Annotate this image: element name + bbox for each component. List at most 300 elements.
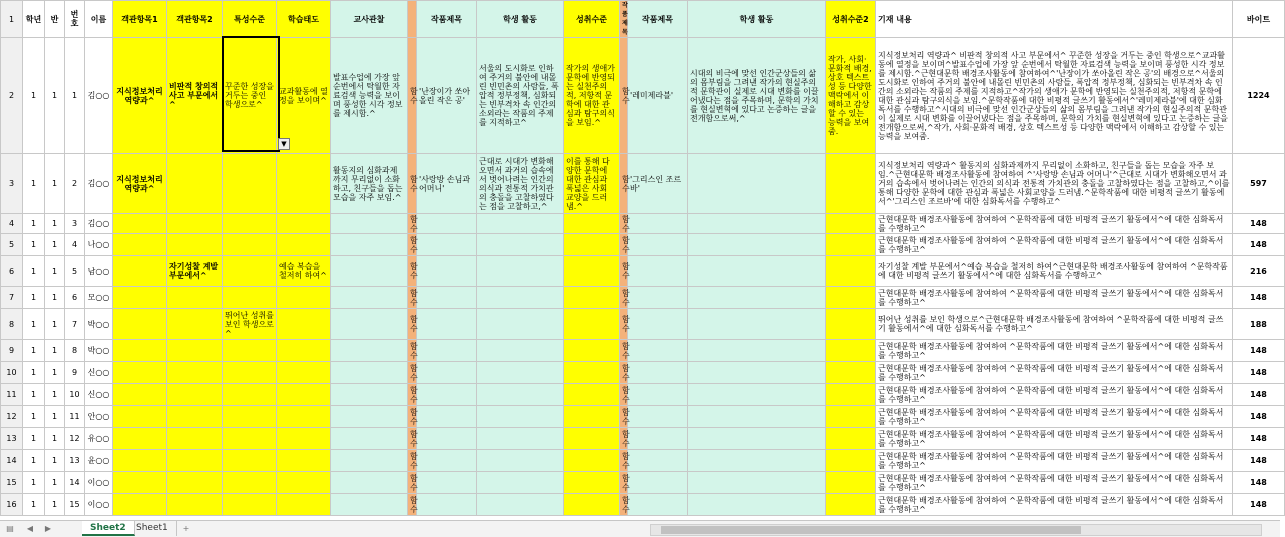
cell-title1[interactable] (417, 472, 477, 494)
cell-grade[interactable]: 1 (23, 472, 45, 494)
cell-achievement2[interactable] (826, 287, 876, 309)
cell-achievement1[interactable] (564, 428, 620, 450)
cell-obj1[interactable] (113, 450, 167, 472)
cell-title1[interactable] (417, 234, 477, 256)
cell-activity2[interactable] (688, 384, 826, 406)
row-header[interactable]: 11 (1, 384, 23, 406)
cell-obj1[interactable] (113, 234, 167, 256)
cell-teacher[interactable]: 발표수업에 가장 앞순번에서 탁월한 자료검색 능력을 보이며 풍성한 시각 정보를 제시함.^ (331, 38, 408, 154)
cell-achievement2[interactable] (826, 234, 876, 256)
cell-obj1[interactable] (113, 384, 167, 406)
cell-name[interactable]: 유○○ (85, 428, 113, 450)
cell-obj1[interactable] (113, 214, 167, 234)
cell-achievement2[interactable] (826, 154, 876, 214)
cell-achievement2[interactable] (826, 340, 876, 362)
cell-dropdown-button[interactable]: ▼ (278, 138, 290, 150)
cell-activity1[interactable] (477, 472, 564, 494)
cell-grade[interactable]: 1 (23, 287, 45, 309)
header-grade[interactable]: 학년 (23, 1, 45, 38)
cell-title1[interactable]: '난장이가 쏘아올린 작은 공' (417, 38, 477, 154)
cell-content[interactable]: 뛰어난 성취를 보인 학생으로^근현대문학 배경조사활동에 참여하여 ^문학작품에 대한 비평적 글쓰기 활동에서^에 대한 심화독서를 수행하고^ (876, 309, 1233, 340)
cell-class[interactable]: 1 (45, 362, 65, 384)
cell-name[interactable]: 모○○ (85, 287, 113, 309)
cell-attitude[interactable]: 교과활동에 열정을 보이며^ (277, 38, 331, 154)
cell-narrow1[interactable]: 함수 (408, 214, 417, 234)
cell-class[interactable]: 1 (45, 234, 65, 256)
cell-narrow2[interactable]: 함수 (620, 309, 628, 340)
cell-title2[interactable] (628, 256, 688, 287)
cell-teacher[interactable] (331, 472, 408, 494)
row-header[interactable]: 9 (1, 340, 23, 362)
row-header[interactable]: 10 (1, 362, 23, 384)
cell-class[interactable]: 1 (45, 340, 65, 362)
cell-content[interactable]: 근현대문학 배경조사활동에 참여하여 ^문학작품에 대한 비평적 글쓰기 활동에서^에 대한 심화독서를 수행하고^ (876, 472, 1233, 494)
cell-title2[interactable] (628, 214, 688, 234)
cell-number[interactable]: 13 (65, 450, 85, 472)
cell-achievement1[interactable] (564, 450, 620, 472)
cell-obj2[interactable] (167, 340, 223, 362)
cell-name[interactable]: 이○○ (85, 472, 113, 494)
cell-number[interactable]: 12 (65, 428, 85, 450)
cell-attitude[interactable] (277, 234, 331, 256)
cell-activity2[interactable] (688, 406, 826, 428)
cell-obj1[interactable]: 지식정보처리 역량과^ (113, 38, 167, 154)
cell-narrow2[interactable]: 함수 (620, 214, 628, 234)
cell-narrow2[interactable]: 함수 (620, 340, 628, 362)
cell-title2[interactable] (628, 234, 688, 256)
cell-grade[interactable]: 1 (23, 154, 45, 214)
cell-activity2[interactable] (688, 428, 826, 450)
header-title1[interactable]: 작품제목 (417, 1, 477, 38)
cell-narrow2[interactable]: 함수 (620, 287, 628, 309)
cell-content[interactable]: 근현대문학 배경조사활동에 참여하여 ^문학작품에 대한 비평적 글쓰기 활동에서^에 대한 심화독서를 수행하고^ (876, 494, 1233, 516)
cell-narrow1[interactable]: 함수 (408, 472, 417, 494)
row-header[interactable]: 5 (1, 234, 23, 256)
row-header[interactable]: 1 (1, 1, 23, 38)
cell-number[interactable]: 7 (65, 309, 85, 340)
cell-narrow1[interactable]: 함수 (408, 287, 417, 309)
cell-number[interactable]: 8 (65, 340, 85, 362)
cell-class[interactable]: 1 (45, 472, 65, 494)
cell-content[interactable]: 지식정보처리 역량과^ 비판적 창의적 사고 부문에서^ 꾸준한 성장을 거두는 중인 학생으로^교과활동에 열정을 보이며^발표수업에 가장 앞 순번에서 탁월한 자료검색 능력을 보이며 풍성한 시각 정보를 제시함.^근현대문학 배경조사활동에 참여하여^'난장이가 쏘아올린 작은 공'의 배경으로^서울의 도시화로 인하여 주거의 불안에 내몰린 빈민촌의 사람들, 폭압적 정부정책, 심화되는 빈부격차 속 인간의 소외라는 작품의 주제를 지적하고^작가의 생애가 문학에 반영되는 실천주의적, 저항적 문학에 대한 관심과 탐구의식을 보임.^문학작품에 대한 비평적 글쓰기 활동에서^'레미제라블'에 대한 심화독서를 수행하고^시대의 비극에 맞선 인간군상들의 삶의 몸부림을 그려낸 작가의 현실주의적 문학관이 실제로 시대 변화를 이끌어냈다는 점을 주목하며, 문학의 가치를 현실변혁에 있다고 논증하는 글을 전개함으로써,^작가, 사회·문화적 배경, 상호 텍스트성 등 다양한 맥락에서 이해하고 감상할 수 있는 능력을 보여줌. (876, 38, 1233, 154)
cell-attitude[interactable] (277, 154, 331, 214)
cell-narrow2[interactable]: 함수 (620, 38, 628, 154)
cell-bytes[interactable]: 148 (1233, 384, 1285, 406)
cell-number[interactable]: 1 (65, 38, 85, 154)
cell-narrow1[interactable]: 함수 (408, 494, 417, 516)
cell-activity2[interactable] (688, 287, 826, 309)
cell-title1[interactable] (417, 406, 477, 428)
cell-content[interactable]: 자기성찰 계발 부문에서^예습 복습을 철저히 하여^근현대문학 배경조사활동에 참여하여 ^문학작품에 대한 비평적 글쓰기 활동에서^에 대한 심화독서를 수행하고^ (876, 256, 1233, 287)
cell-achievement2[interactable] (826, 384, 876, 406)
cell-attitude[interactable]: 예습 복습을 철저히 하여^ (277, 256, 331, 287)
cell-obj1[interactable] (113, 406, 167, 428)
cell-teacher[interactable]: 활동지의 심화과제까지 무리없이 소화하고, 친구들을 돕는 모습을 자주 보임.^ (331, 154, 408, 214)
cell-name[interactable]: 김○○ (85, 38, 113, 154)
cell-title2[interactable] (628, 362, 688, 384)
cell-obj2[interactable]: 비판적 창의적 사고 부문에서^ (167, 38, 223, 154)
cell-obj1[interactable] (113, 472, 167, 494)
horizontal-scrollbar[interactable] (650, 524, 1262, 536)
cell-achievement2[interactable] (826, 494, 876, 516)
cell-teacher[interactable] (331, 428, 408, 450)
cell-grade[interactable]: 1 (23, 384, 45, 406)
cell-achievement1[interactable] (564, 362, 620, 384)
cell-teacher[interactable] (331, 384, 408, 406)
cell-trait[interactable] (223, 472, 277, 494)
cell-title2[interactable] (628, 406, 688, 428)
row-header[interactable]: 12 (1, 406, 23, 428)
header-narrow2[interactable]: 작품제목 (620, 1, 628, 38)
cell-activity2[interactable] (688, 309, 826, 340)
cell-title2[interactable]: '레미제라블' (628, 38, 688, 154)
header-obj2[interactable]: 객관항목2 (167, 1, 223, 38)
cell-achievement1[interactable] (564, 384, 620, 406)
cell-achievement2[interactable] (826, 214, 876, 234)
cell-class[interactable]: 1 (45, 287, 65, 309)
cell-activity2[interactable] (688, 472, 826, 494)
cell-grade[interactable]: 1 (23, 406, 45, 428)
row-header[interactable]: 6 (1, 256, 23, 287)
cell-narrow2[interactable]: 함수 (620, 494, 628, 516)
cell-trait[interactable] (223, 234, 277, 256)
cell-title2[interactable] (628, 384, 688, 406)
cell-achievement2[interactable]: 작가, 사회·문화적 배경, 상호 텍스트성 등 다양한 맥락에서 이해하고 감상할 수 있는 능력을 보여줌. (826, 38, 876, 154)
cell-bytes[interactable]: 148 (1233, 472, 1285, 494)
cell-narrow2[interactable]: 함수 (620, 406, 628, 428)
header-activity2[interactable]: 학생 활동 (688, 1, 826, 38)
cell-achievement2[interactable] (826, 309, 876, 340)
cell-narrow1[interactable]: 함수 (408, 154, 417, 214)
cell-number[interactable]: 2 (65, 154, 85, 214)
header-class[interactable]: 반 (45, 1, 65, 38)
cell-attitude[interactable] (277, 287, 331, 309)
cell-obj2[interactable] (167, 309, 223, 340)
cell-title2[interactable]: '그리스인 조르바' (628, 154, 688, 214)
cell-attitude[interactable] (277, 406, 331, 428)
cell-trait[interactable] (223, 450, 277, 472)
cell-bytes[interactable]: 1224 (1233, 38, 1285, 154)
cell-achievement1[interactable] (564, 214, 620, 234)
header-activity1[interactable]: 학생 활동 (477, 1, 564, 38)
cell-obj2[interactable] (167, 406, 223, 428)
cell-name[interactable]: 신○○ (85, 362, 113, 384)
cell-obj1[interactable] (113, 362, 167, 384)
cell-content[interactable]: 근현대문학 배경조사활동에 참여하여 ^문학작품에 대한 비평적 글쓰기 활동에서^에 대한 심화독서를 수행하고^ (876, 287, 1233, 309)
cell-number[interactable]: 10 (65, 384, 85, 406)
cell-name[interactable]: 남○○ (85, 256, 113, 287)
scrollbar-thumb[interactable] (661, 526, 1081, 534)
cell-number[interactable]: 4 (65, 234, 85, 256)
cell-class[interactable]: 1 (45, 309, 65, 340)
cell-grade[interactable]: 1 (23, 494, 45, 516)
cell-activity1[interactable] (477, 384, 564, 406)
cell-name[interactable]: 박○○ (85, 340, 113, 362)
cell-name[interactable]: 이○○ (85, 494, 113, 516)
header-trait[interactable]: 특성수준 (223, 1, 277, 38)
cell-title2[interactable] (628, 309, 688, 340)
cell-narrow1[interactable]: 함수 (408, 384, 417, 406)
cell-attitude[interactable] (277, 362, 331, 384)
cell-content[interactable]: 근현대문학 배경조사활동에 참여하여 ^문학작품에 대한 비평적 글쓰기 활동에서^에 대한 심화독서를 수행하고^ (876, 362, 1233, 384)
cell-trait[interactable] (223, 287, 277, 309)
cell-content[interactable]: 근현대문학 배경조사활동에 참여하여 ^문학작품에 대한 비평적 글쓰기 활동에서^에 대한 심화독서를 수행하고^ (876, 406, 1233, 428)
cell-teacher[interactable] (331, 309, 408, 340)
cell-teacher[interactable] (331, 287, 408, 309)
cell-obj2[interactable]: 자기성찰 계발 부문에서^ (167, 256, 223, 287)
cell-achievement1[interactable] (564, 406, 620, 428)
cell-content[interactable]: 근현대문학 배경조사활동에 참여하여 ^문학작품에 대한 비평적 글쓰기 활동에서^에 대한 심화독서를 수행하고^ (876, 450, 1233, 472)
cell-teacher[interactable] (331, 494, 408, 516)
cell-title2[interactable] (628, 428, 688, 450)
cell-name[interactable]: 신○○ (85, 384, 113, 406)
cell-content[interactable]: 근현대문학 배경조사활동에 참여하여 ^문학작품에 대한 비평적 글쓰기 활동에서^에 대한 심화독서를 수행하고^ (876, 428, 1233, 450)
cell-activity1[interactable] (477, 287, 564, 309)
header-teacher[interactable]: 교사관찰 (331, 1, 408, 38)
cell-class[interactable]: 1 (45, 406, 65, 428)
header-achievement2[interactable]: 성취수준2 (826, 1, 876, 38)
cell-trait[interactable] (223, 214, 277, 234)
cell-title1[interactable] (417, 362, 477, 384)
cell-achievement1[interactable] (564, 234, 620, 256)
cell-obj2[interactable] (167, 214, 223, 234)
cell-attitude[interactable] (277, 450, 331, 472)
cell-narrow2[interactable]: 함수 (620, 384, 628, 406)
cell-bytes[interactable]: 148 (1233, 428, 1285, 450)
cell-activity1[interactable] (477, 428, 564, 450)
header-narrow1[interactable] (408, 1, 417, 38)
cell-grade[interactable]: 1 (23, 309, 45, 340)
cell-achievement1[interactable] (564, 494, 620, 516)
cell-achievement2[interactable] (826, 256, 876, 287)
cell-content[interactable]: 근현대문학 배경조사활동에 참여하여 ^문학작품에 대한 비평적 글쓰기 활동에서^에 대한 심화독서를 수행하고^ (876, 234, 1233, 256)
cell-narrow2[interactable]: 함수 (620, 472, 628, 494)
cell-title1[interactable] (417, 256, 477, 287)
cell-activity2[interactable] (688, 214, 826, 234)
header-achievement1[interactable]: 성취수준 (564, 1, 620, 38)
cell-grade[interactable]: 1 (23, 340, 45, 362)
cell-class[interactable]: 1 (45, 154, 65, 214)
cell-achievement1[interactable] (564, 472, 620, 494)
cell-activity2[interactable] (688, 154, 826, 214)
cell-narrow1[interactable]: 함수 (408, 406, 417, 428)
cell-attitude[interactable] (277, 309, 331, 340)
cell-grade[interactable]: 1 (23, 256, 45, 287)
cell-teacher[interactable] (331, 256, 408, 287)
cell-activity1[interactable] (477, 406, 564, 428)
cell-number[interactable]: 5 (65, 256, 85, 287)
cell-obj2[interactable] (167, 362, 223, 384)
cell-attitude[interactable] (277, 214, 331, 234)
cell-trait[interactable]: 뛰어난 성취를 보인 학생으로^ (223, 309, 277, 340)
cell-class[interactable]: 1 (45, 214, 65, 234)
cell-trait[interactable] (223, 340, 277, 362)
cell-attitude[interactable] (277, 472, 331, 494)
tab-sheet1[interactable]: Sheet1 (128, 521, 177, 536)
cell-attitude[interactable] (277, 428, 331, 450)
cell-achievement1[interactable]: 이를 통해 다양한 문학에 대한 관심과 폭넓은 사회 교양을 드러냄.^ (564, 154, 620, 214)
cell-achievement2[interactable] (826, 472, 876, 494)
cell-title1[interactable] (417, 494, 477, 516)
cell-activity1[interactable] (477, 309, 564, 340)
row-header[interactable]: 4 (1, 214, 23, 234)
cell-teacher[interactable] (331, 234, 408, 256)
scroll-left-icon[interactable]: ◀ (26, 524, 34, 533)
cell-activity1[interactable] (477, 450, 564, 472)
cell-attitude[interactable] (277, 384, 331, 406)
cell-number[interactable]: 9 (65, 362, 85, 384)
cell-activity2[interactable] (688, 340, 826, 362)
cell-achievement2[interactable] (826, 428, 876, 450)
cell-achievement2[interactable] (826, 450, 876, 472)
cell-narrow2[interactable]: 함수 (620, 450, 628, 472)
header-name[interactable]: 이름 (85, 1, 113, 38)
cell-obj1[interactable] (113, 256, 167, 287)
row-header[interactable]: 8 (1, 309, 23, 340)
cell-obj1[interactable] (113, 494, 167, 516)
row-header[interactable]: 2 (1, 38, 23, 154)
cell-grade[interactable]: 1 (23, 428, 45, 450)
row-header[interactable]: 15 (1, 472, 23, 494)
cell-obj1[interactable] (113, 340, 167, 362)
cell-bytes[interactable]: 597 (1233, 154, 1285, 214)
cell-activity2[interactable] (688, 450, 826, 472)
cell-title2[interactable] (628, 472, 688, 494)
row-header[interactable]: 13 (1, 428, 23, 450)
cell-title2[interactable] (628, 450, 688, 472)
cell-obj2[interactable] (167, 494, 223, 516)
cell-class[interactable]: 1 (45, 428, 65, 450)
cell-teacher[interactable] (331, 450, 408, 472)
cell-narrow2[interactable]: 함수 (620, 428, 628, 450)
cell-narrow1[interactable]: 함수 (408, 428, 417, 450)
cell-number[interactable]: 6 (65, 287, 85, 309)
cell-achievement1[interactable] (564, 340, 620, 362)
cell-bytes[interactable]: 148 (1233, 494, 1285, 516)
cell-content[interactable]: 지식정보처리 역량과^ 활동지의 심화과제까지 무리없이 소화하고, 친구들을 돕는 모습을 자주 보임.^근현대문학 배경조사활동에 참여하여 ^'사랑방 손님과 어머니'^근대로 시대가 변화해오면서 과거의 습속에서 벗어나려는 인간의 의식과 전통적 가치관의 충돌을 고찰하였다는 점을 고찰하고,^이를 통해 다양한 문학에 대한 관심과 폭넓은 사회교양을 드러냄.^문학작품에 대한 비평적 글쓰기 활동에서^'그리스인 조르바'에 대한 심화독서를 수행하고^ (876, 154, 1233, 214)
cell-class[interactable]: 1 (45, 450, 65, 472)
cell-teacher[interactable] (331, 406, 408, 428)
cell-bytes[interactable]: 216 (1233, 256, 1285, 287)
cell-trait[interactable] (223, 428, 277, 450)
cell-activity1[interactable] (477, 214, 564, 234)
cell-title1[interactable]: '사랑방 손님과 어머니' (417, 154, 477, 214)
cell-narrow1[interactable]: 함수 (408, 256, 417, 287)
cell-name[interactable]: 김○○ (85, 214, 113, 234)
sheet-nav-icon[interactable]: ▤ (6, 524, 14, 533)
cell-teacher[interactable] (331, 340, 408, 362)
cell-obj2[interactable] (167, 384, 223, 406)
cell-obj1[interactable] (113, 309, 167, 340)
cell-activity2[interactable] (688, 234, 826, 256)
cell-bytes[interactable]: 148 (1233, 234, 1285, 256)
cell-title1[interactable] (417, 340, 477, 362)
cell-content[interactable]: 근현대문학 배경조사활동에 참여하여 ^문학작품에 대한 비평적 글쓰기 활동에서^에 대한 심화독서를 수행하고^ (876, 384, 1233, 406)
cell-bytes[interactable]: 148 (1233, 287, 1285, 309)
cell-teacher[interactable] (331, 362, 408, 384)
cell-narrow2[interactable]: 함수 (620, 154, 628, 214)
cell-title2[interactable] (628, 287, 688, 309)
cell-narrow1[interactable]: 함수 (408, 340, 417, 362)
cell-number[interactable]: 14 (65, 472, 85, 494)
cell-obj2[interactable] (167, 450, 223, 472)
cell-narrow2[interactable]: 함수 (620, 234, 628, 256)
cell-activity1[interactable]: 서울의 도시화로 인하여 주거의 불안에 내몰린 빈민촌의 사람들, 폭압적 정부정책, 심화되는 빈부격차 속 인간의 소외라는 작품의 주제를 지적하고^ (477, 38, 564, 154)
cell-achievement1[interactable] (564, 287, 620, 309)
cell-class[interactable]: 1 (45, 494, 65, 516)
cell-activity1[interactable]: 근대로 시대가 변화해오면서 과거의 습속에서 벗어나려는 인간의 의식과 전통적 가치관의 충돌을 고찰하였다는 점을 고찰하고,^ (477, 154, 564, 214)
cell-grade[interactable]: 1 (23, 214, 45, 234)
cell-narrow2[interactable]: 함수 (620, 362, 628, 384)
cell-activity2[interactable] (688, 256, 826, 287)
cell-activity1[interactable] (477, 234, 564, 256)
cell-teacher[interactable] (331, 214, 408, 234)
cell-obj2[interactable] (167, 287, 223, 309)
cell-content[interactable]: 근현대문학 배경조사활동에 참여하여 ^문학작품에 대한 비평적 글쓰기 활동에서^에 대한 심화독서를 수행하고^ (876, 340, 1233, 362)
cell-number[interactable]: 11 (65, 406, 85, 428)
row-header[interactable]: 14 (1, 450, 23, 472)
cell-achievement1[interactable] (564, 309, 620, 340)
cell-activity1[interactable] (477, 494, 564, 516)
cell-bytes[interactable]: 148 (1233, 450, 1285, 472)
cell-narrow2[interactable]: 함수 (620, 256, 628, 287)
cell-trait[interactable] (223, 256, 277, 287)
scroll-right-icon[interactable]: ▶ (44, 524, 52, 533)
cell-narrow1[interactable]: 함수 (408, 309, 417, 340)
cell-trait[interactable] (223, 154, 277, 214)
cell-title1[interactable] (417, 287, 477, 309)
cell-title1[interactable] (417, 384, 477, 406)
cell-name[interactable]: 나○○ (85, 234, 113, 256)
cell-class[interactable]: 1 (45, 38, 65, 154)
cell-obj2[interactable] (167, 234, 223, 256)
cell-bytes[interactable]: 148 (1233, 214, 1285, 234)
cell-trait[interactable] (223, 406, 277, 428)
cell-grade[interactable]: 1 (23, 38, 45, 154)
cell-grade[interactable]: 1 (23, 234, 45, 256)
row-header[interactable]: 16 (1, 494, 23, 516)
header-obj1[interactable]: 객관항목1 (113, 1, 167, 38)
cell-obj1[interactable] (113, 428, 167, 450)
cell-obj2[interactable] (167, 472, 223, 494)
row-header[interactable]: 7 (1, 287, 23, 309)
cell-content[interactable]: 근현대문학 배경조사활동에 참여하여 ^문학작품에 대한 비평적 글쓰기 활동에서^에 대한 심화독서를 수행하고^ (876, 214, 1233, 234)
cell-narrow1[interactable]: 함수 (408, 362, 417, 384)
cell-name[interactable]: 박○○ (85, 309, 113, 340)
cell-achievement2[interactable] (826, 362, 876, 384)
cell-achievement1[interactable] (564, 256, 620, 287)
header-bytes[interactable]: 바이트 (1233, 1, 1285, 38)
cell-activity1[interactable] (477, 362, 564, 384)
cell-title2[interactable] (628, 494, 688, 516)
cell-bytes[interactable]: 148 (1233, 340, 1285, 362)
cell-obj1[interactable]: 지식정보처리 역량과^ (113, 154, 167, 214)
cell-obj2[interactable] (167, 428, 223, 450)
cell-activity1[interactable] (477, 340, 564, 362)
header-attitude[interactable]: 학습태도 (277, 1, 331, 38)
cell-number[interactable]: 15 (65, 494, 85, 516)
cell-attitude[interactable] (277, 340, 331, 362)
cell-class[interactable]: 1 (45, 384, 65, 406)
cell-activity2[interactable]: 시대의 비극에 맞선 인간군상들의 삶의 몸부림을 그려낸 작가의 현실주의적 문학관이 실제로 시대 변화를 이끌어냈다는 점을 주목하며, 문학의 가치를 현실변혁에 있다고 논증하는 글을 전개함으로써,^ (688, 38, 826, 154)
header-title2[interactable]: 작품제목 (628, 1, 688, 38)
add-sheet-icon[interactable]: + (182, 524, 190, 533)
cell-grade[interactable]: 1 (23, 362, 45, 384)
tab-sheet2[interactable]: Sheet2 (82, 521, 135, 536)
cell-name[interactable]: 안○○ (85, 406, 113, 428)
cell-activity2[interactable] (688, 494, 826, 516)
cell-narrow1[interactable]: 함수 (408, 450, 417, 472)
